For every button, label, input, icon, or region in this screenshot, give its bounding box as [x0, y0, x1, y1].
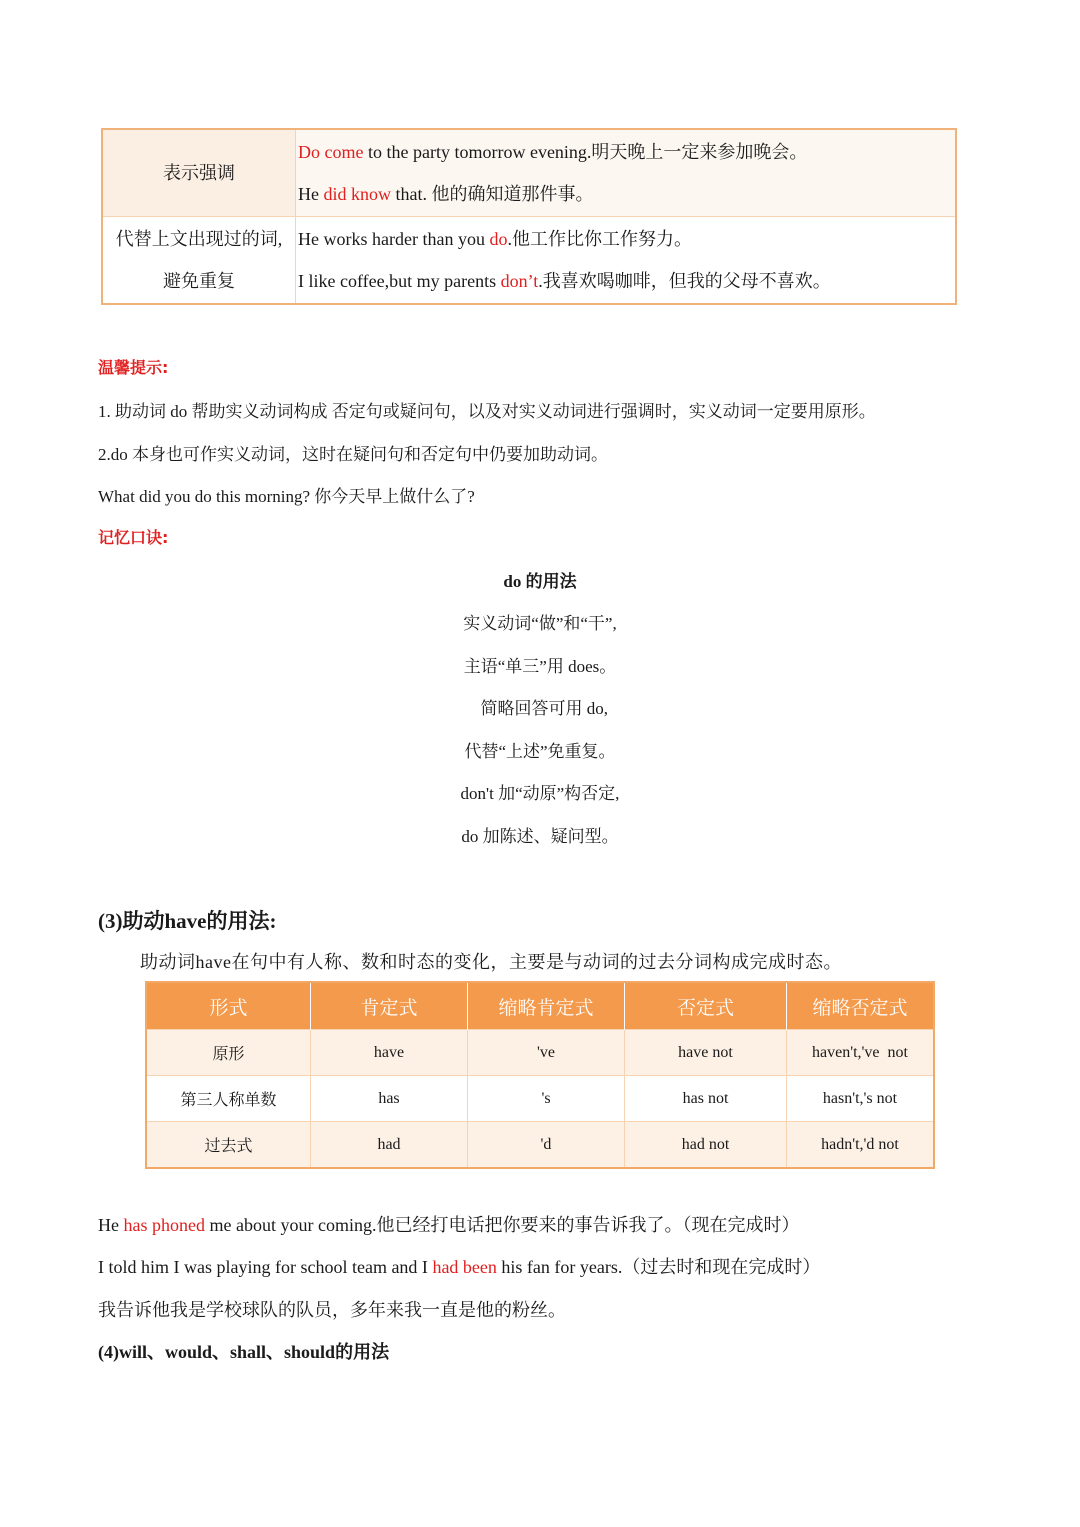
sentence-text: I told him I was playing for school team and I — [98, 1257, 433, 1277]
example-translation: 我告诉他我是学校球队的队员，多年来我一直是他的粉丝。 — [98, 1300, 566, 1320]
column-header: 否定式 — [625, 982, 787, 1030]
section-heading: (4)will、would、shall、should的用法 — [98, 1342, 390, 1362]
have-forms-table — [145, 981, 935, 1169]
table-cell: had — [311, 1122, 468, 1169]
highlight: had been — [432, 1257, 497, 1277]
example-sentence — [298, 131, 954, 173]
example-sentence — [298, 173, 954, 215]
section-heading: (3)助动have的用法: — [98, 909, 277, 933]
row-label — [102, 217, 296, 305]
tips-heading: 温馨提示: — [98, 358, 169, 377]
table-cell: haven't,'ve not — [787, 1030, 935, 1076]
sentence-text: to the party tomorrow evening.明天晚上一定来参加晚会。 — [363, 142, 808, 162]
example-sentence — [98, 1211, 799, 1237]
tip-line: 2.do 本身也可作实义动词，这时在疑问句和否定句中仍要加助动词。 — [98, 445, 608, 464]
tip-line: What did you do this morning? 你今天早上做什么了? — [98, 487, 475, 506]
table-row — [102, 129, 956, 217]
table-cell: 第三人称单数 — [146, 1076, 311, 1122]
table-cell: has not — [625, 1076, 787, 1122]
highlight: do — [489, 229, 508, 249]
column-header: 肯定式 — [311, 982, 468, 1030]
memory-heading: 记忆口诀: — [98, 528, 169, 547]
highlight: Do come — [298, 142, 364, 162]
rhyme-line: 实义动词“做”和“干”, — [463, 614, 617, 633]
rhyme-line: 简略回答可用 do, — [472, 699, 608, 718]
table-cell: hasn't,'s not — [787, 1076, 935, 1122]
sentence-text: me about your coming.他已经打电话把你要来的事告诉我了。（现在完成时） — [204, 1215, 800, 1235]
table-row — [146, 1076, 934, 1122]
emphasis-substitution-table — [101, 128, 957, 305]
sentence-text: He works harder than you — [298, 229, 490, 249]
table-cell: had not — [625, 1122, 787, 1169]
rhyme-line: 主语“单三”用 does。 — [463, 657, 617, 676]
sentence-text: his fan for years.（过去时和现在完成时） — [496, 1257, 821, 1277]
table-cell: 've — [468, 1030, 625, 1076]
table-row — [146, 1030, 934, 1076]
sentence-text: that. 他的确知道那件事。 — [391, 184, 594, 204]
rhyme-line: 代替“上述”免重复。 — [464, 742, 616, 761]
example-sentence — [298, 260, 954, 302]
sentence-text: .我喜欢喝咖啡，但我的父母不喜欢。 — [538, 271, 831, 291]
highlight: did know — [323, 184, 391, 204]
highlight: don’t — [500, 271, 539, 291]
sentence-text: I like coffee,but my parents — [298, 271, 501, 291]
sentence-text: He — [98, 1215, 124, 1235]
rhyme-line: do 加陈述、疑问型。 — [461, 827, 619, 846]
row-label: 表示强调 — [102, 129, 296, 217]
table-row — [102, 217, 956, 305]
column-header: 缩略否定式 — [787, 982, 935, 1030]
example-cell — [296, 129, 957, 217]
example-cell — [296, 217, 957, 305]
table-cell: 's — [468, 1076, 625, 1122]
table-cell: have not — [625, 1030, 787, 1076]
example-sentence — [298, 218, 954, 260]
table-cell: hadn't,'d not — [787, 1122, 935, 1169]
section-intro: 助动词have在句中有人称、数和时态的变化，主要是与动词的过去分词构成完成时态。 — [140, 952, 842, 972]
column-header: 形式 — [146, 982, 311, 1030]
table-cell: have — [311, 1030, 468, 1076]
table-row — [146, 1122, 934, 1169]
tip-line: 1. 助动词 do 帮助实义动词构成 否定句或疑问句，以及对实义动词进行强调时，实义动词一定要用原形。 — [98, 402, 876, 421]
table-cell: has — [311, 1076, 468, 1122]
rhyme-line: don't 加“动原”构否定, — [460, 784, 620, 803]
column-header: 缩略肯定式 — [468, 982, 625, 1030]
sentence-text: .他工作比你工作努力。 — [507, 229, 692, 249]
row-label-line: 避免重复 — [163, 271, 235, 291]
table-header-row — [146, 982, 934, 1030]
rhyme-title: do 的用法 — [503, 572, 577, 591]
row-label-line: 代替上文出现过的词, — [115, 229, 283, 249]
table-cell: 过去式 — [146, 1122, 311, 1169]
highlight: has phoned — [123, 1215, 205, 1235]
sentence-text: He — [298, 184, 324, 204]
example-sentence — [98, 1253, 820, 1279]
table-cell: 'd — [468, 1122, 625, 1169]
table-cell: 原形 — [146, 1030, 311, 1076]
